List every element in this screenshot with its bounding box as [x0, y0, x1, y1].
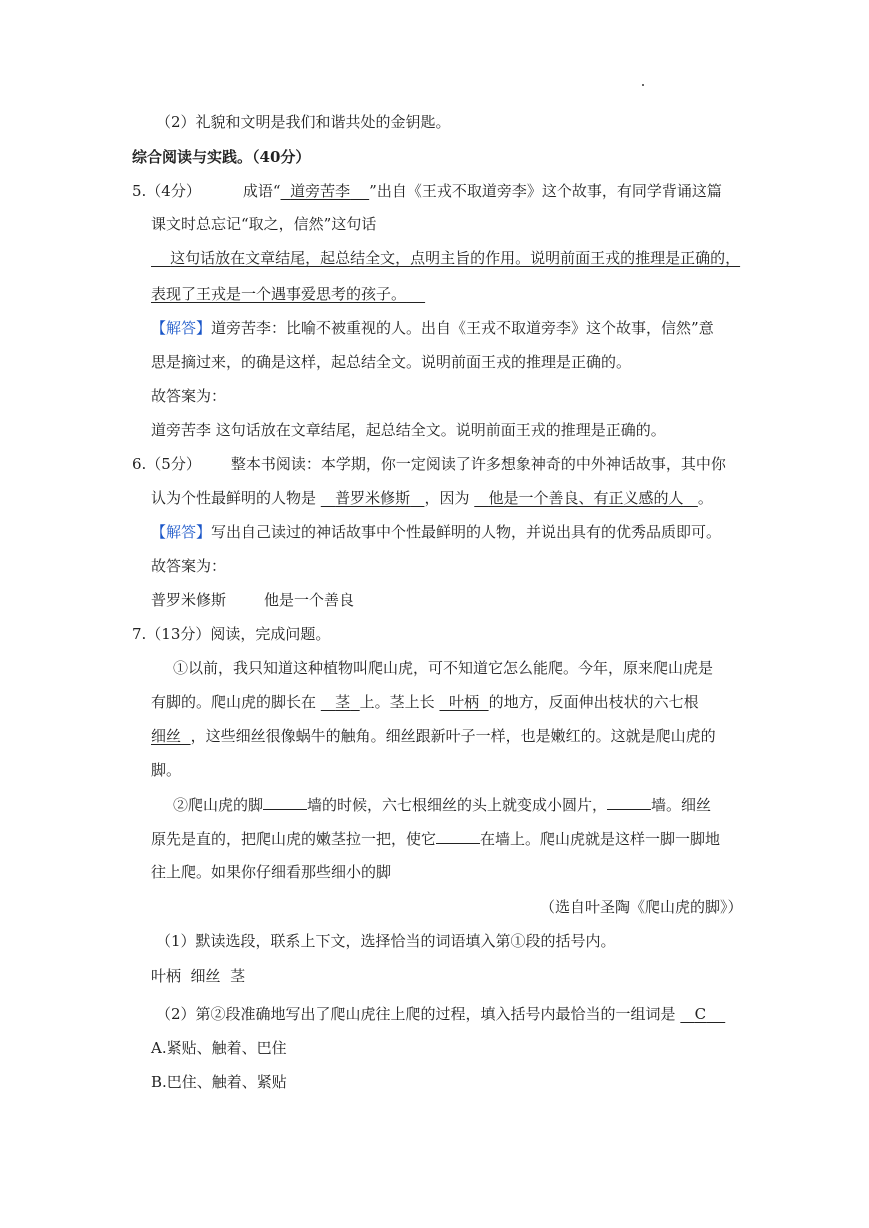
paragraph: 有脚的。爬山虎的脚长在 茎 上。茎上长 叶柄 的地方，反面伸出枝状的六七根 [151, 693, 699, 711]
paragraph: 故答案为： [151, 557, 227, 575]
paragraph: 原先是直的，把爬山虎的嫩茎拉一把，使它 在墙上。爬山虎就是这样一脚一脚地 [151, 827, 720, 850]
answer-text: 这句话放在文章结尾，起总结全文，点明主旨的作用。说明前面王戎的推理是正确的， [170, 249, 741, 267]
paragraph: 思是摘过来，的确是这样，起总结全文。说明前面王戎的推理是正确的。 [151, 353, 632, 371]
question-number: 6.（5分） [132, 455, 201, 473]
option-b: B.巴住、触着、紧贴 [151, 1073, 287, 1091]
answer-blank: 他是一个善良、有正义感的人 [488, 489, 684, 507]
fill-blank [436, 827, 480, 844]
option-a: A.紧贴、触着、巴住 [151, 1039, 287, 1057]
answer-blank: 普罗米修斯 [335, 489, 411, 507]
paragraph: 细丝 ，这些细丝很像蜗牛的触角。细丝跟新叶子一样，也是嫩红的。这就是爬山虎的 [151, 727, 716, 745]
paragraph: 课文时总忘记“取之，信然”这句话 [151, 215, 377, 233]
paragraph: 认为个性最鲜明的人物是 普罗米修斯 ，因为 他是一个善良、有正义感的人 。 [151, 489, 713, 507]
answer-blank: C [694, 1005, 707, 1023]
answer-text: 表现了王戎是一个遇事爱思考的孩子。 [151, 285, 407, 303]
answer-blank: 道旁苦李 [290, 182, 351, 200]
paragraph: 脚。 [151, 761, 182, 779]
question-5-line: 5.（4分） 成语“ 道旁苦李 ”出自《王戎不取道旁李》这个故事，有同学背诵这篇 [132, 182, 722, 200]
question-number: 5.（4分） [132, 182, 201, 200]
answer-blank: 叶柄 [449, 693, 480, 711]
paragraph: ①以前，我只知道这种植物叫爬山虎，可不知道它怎么能爬。今年，原来爬山虎是 [173, 659, 714, 677]
paragraph: 普罗米修斯 他是一个善良 [151, 591, 355, 609]
question-7-line: 7.（13分）阅读，完成问题。 [132, 625, 331, 643]
solution-tag: 【解答】 [151, 319, 212, 337]
sub-question: （1）默读选段，联系上下文，选择恰当的词语填入第①段的括号内。 [156, 932, 616, 950]
answer-blank: 细丝 [151, 727, 182, 745]
paragraph: 故答案为： [151, 387, 227, 405]
sub-question: （2）第②段准确地写出了爬山虎往上爬的过程，填入括号内最恰当的一组词是 C [156, 1003, 725, 1025]
question-6-line: 6.（5分） 整本书阅读：本学期，你一定阅读了许多想象神奇的中外神话故事，其中你 [132, 455, 726, 473]
corner-mark [642, 84, 644, 86]
solution-line: 【解答】写出自己读过的神话故事中个性最鲜明的人物，并说出具有的优秀品质即可。 [151, 523, 722, 541]
paragraph: 道旁苦李 这句话放在文章结尾，起总结全文。说明前面王戎的推理是正确的。 [151, 421, 666, 439]
paragraph: ②爬山虎的脚 墙的时候，六七根细丝的头上就变成小圆片， 墙。细丝 [173, 793, 711, 816]
paragraph: （2）礼貌和文明是我们和谐共处的金钥匙。 [156, 113, 451, 131]
section-heading: 综合阅读与实践。（40分） [132, 148, 311, 166]
paragraph: 往上爬。如果你仔细看那些细小的脚 [151, 863, 392, 881]
fill-blank [263, 793, 307, 810]
solution-line: 【解答】道旁苦李：比喻不被重视的人。出自《王戎不取道旁李》这个故事，信然”意 [151, 319, 714, 337]
source-citation: （选自叶圣陶《爬山虎的脚》） [540, 898, 743, 916]
answer-blank: 茎 [335, 693, 351, 711]
fill-blank [607, 793, 651, 810]
solution-tag: 【解答】 [151, 523, 212, 541]
answer-line: 叶柄 细丝 茎 [151, 967, 246, 985]
